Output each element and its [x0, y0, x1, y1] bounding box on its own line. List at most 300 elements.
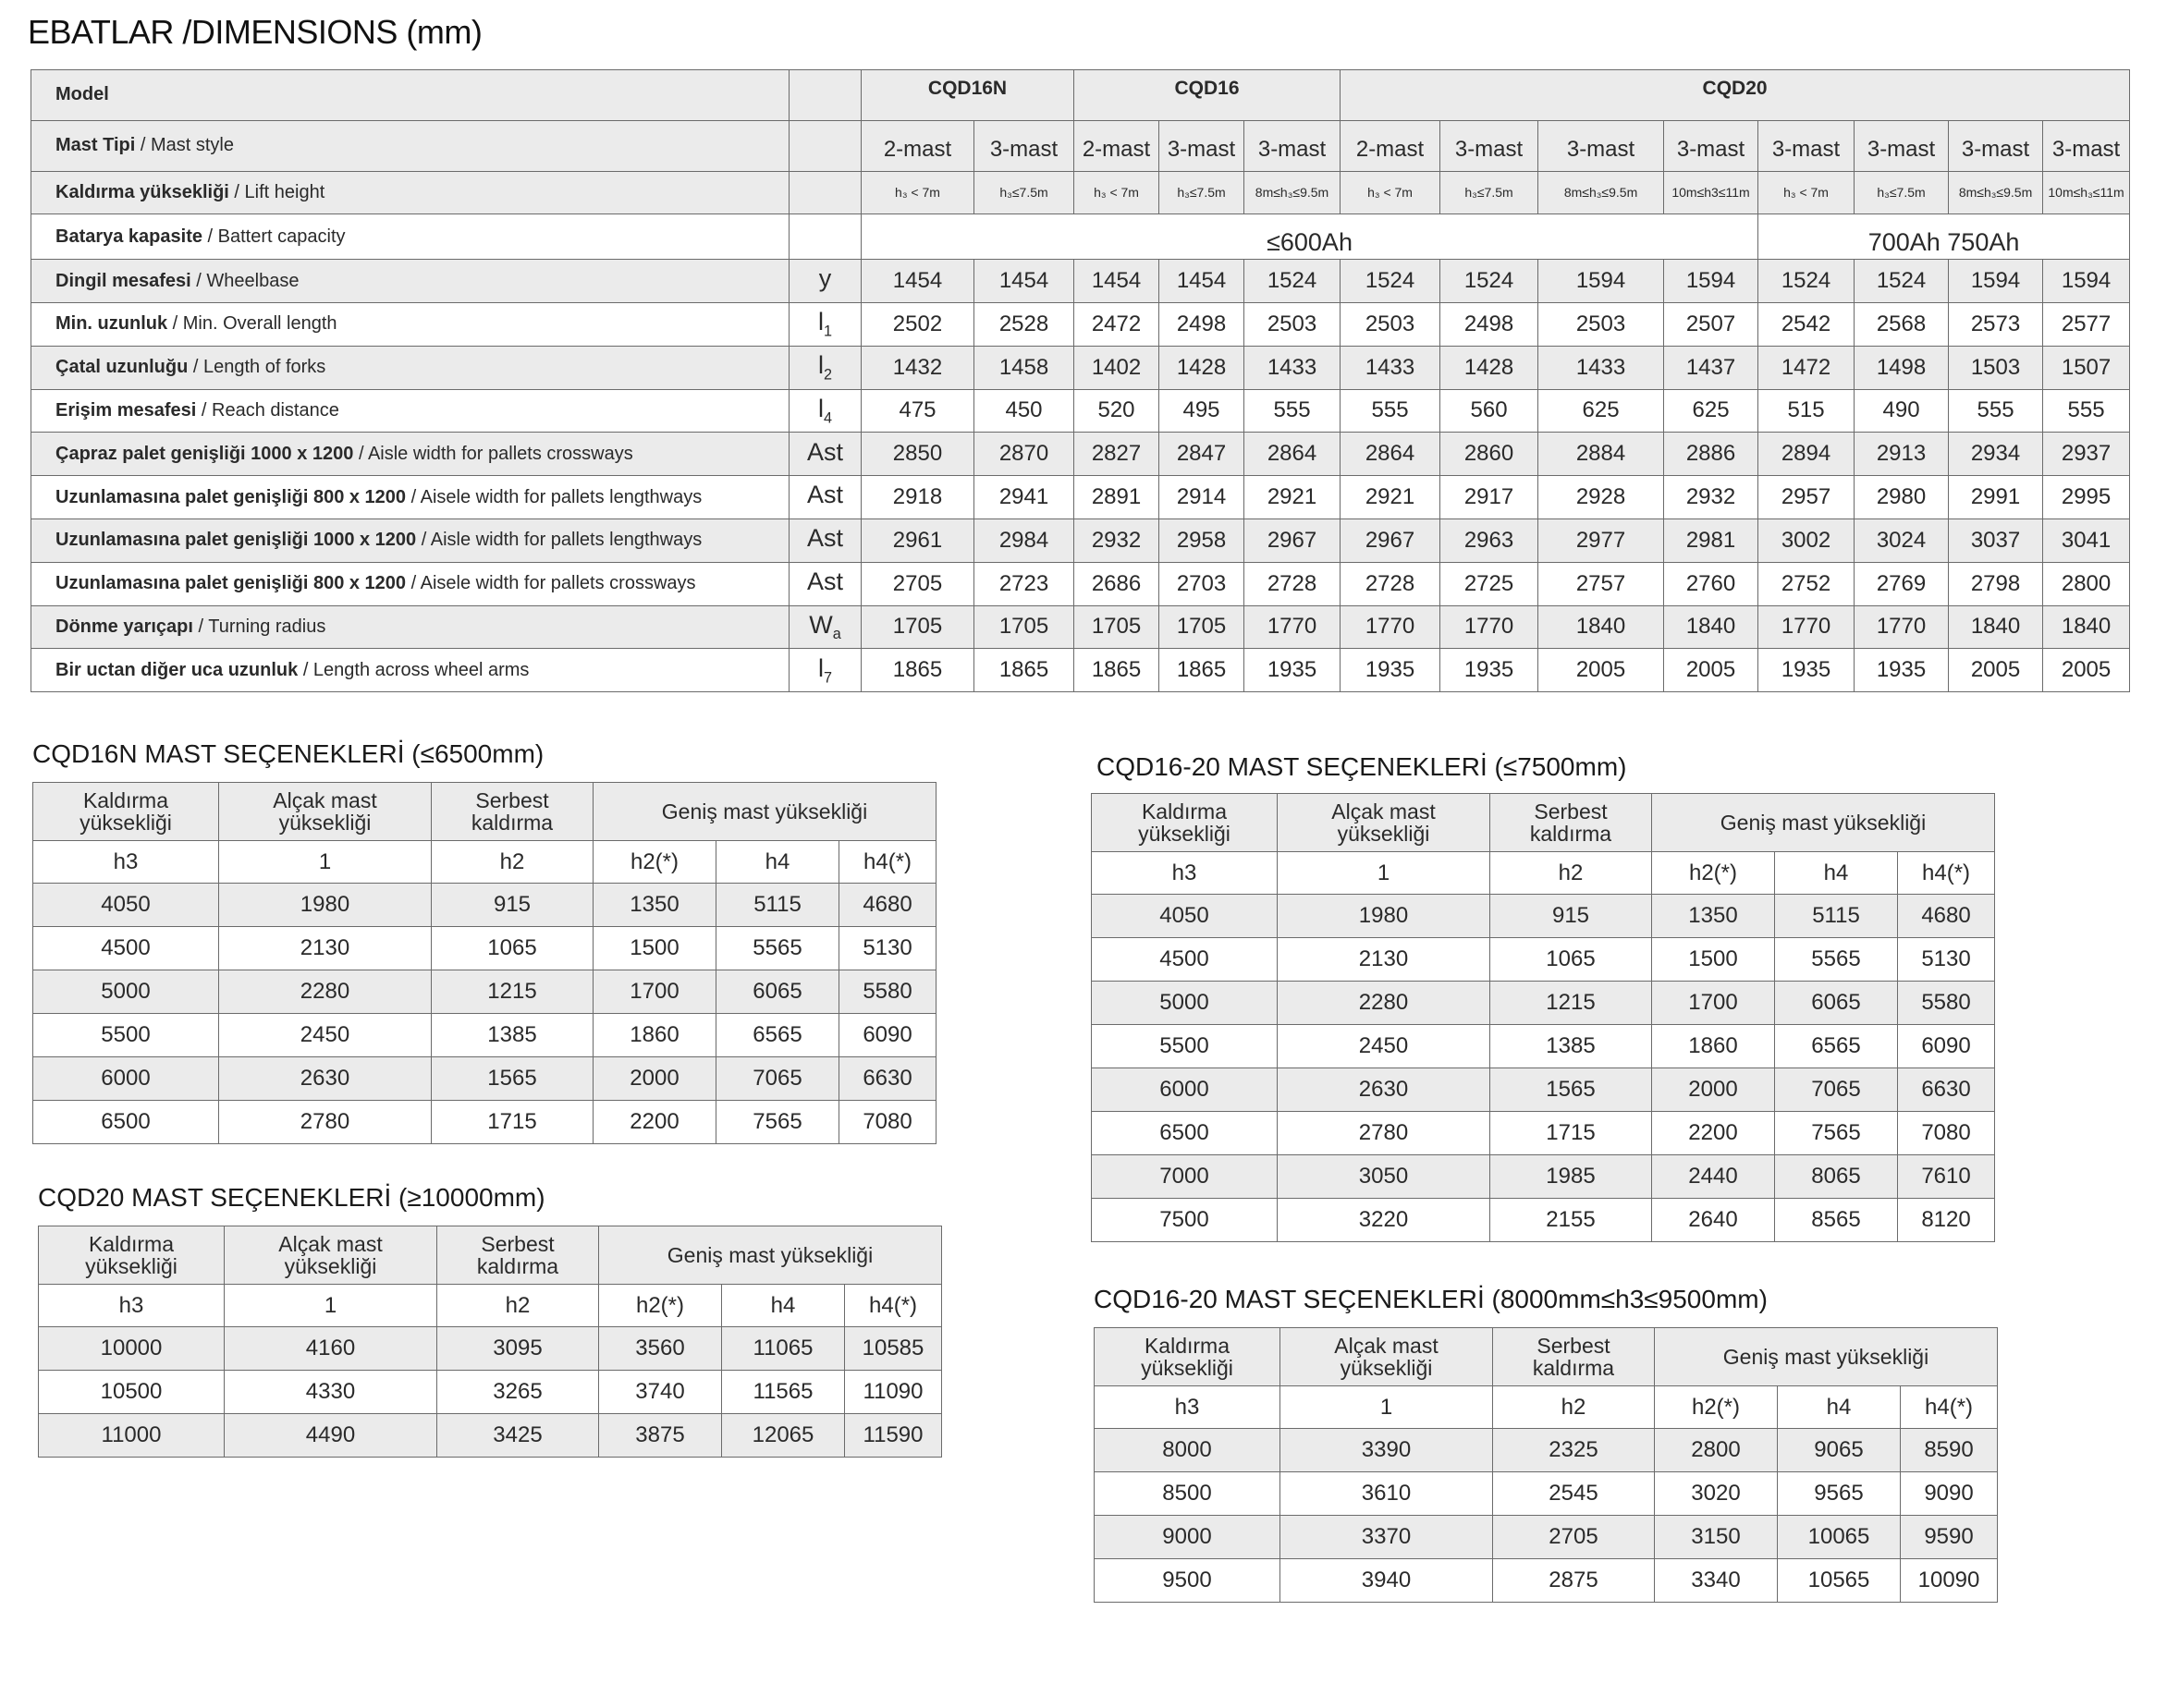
header-free-lift: Serbest kaldırma — [1493, 1328, 1655, 1386]
symbol-text: Ast — [806, 437, 843, 466]
dimension-value-cell: 1524 — [1758, 260, 1855, 303]
dimension-value-cell: 2800 — [2043, 562, 2130, 605]
dimension-value-cell: 2984 — [974, 518, 1074, 562]
symbol-text: l — [817, 308, 824, 336]
dimension-value-cell: 1433 — [1341, 346, 1440, 389]
table-cell: 1065 — [1490, 938, 1652, 982]
table-cell: 6630 — [1898, 1068, 1995, 1112]
cqd16-20-high-mast-options-title: CQD16-20 MAST SEÇENEKLERİ (8000mm≤h3≤9500mm) — [1094, 1285, 1768, 1313]
dimension-value-cell: 1594 — [1949, 260, 2043, 303]
dimension-label — [31, 562, 790, 605]
dimension-row — [31, 260, 2130, 303]
subheader-cell: h4 — [1778, 1386, 1901, 1429]
dimension-value-cell: 2827 — [1074, 433, 1159, 476]
lift-height-cell: h₃ < 7m — [1074, 171, 1159, 214]
row-label-en: / Aisele width for pallets lengthways — [406, 486, 703, 507]
subheader-cell: h2(*) — [1655, 1386, 1778, 1429]
table-cell: 9000 — [1095, 1516, 1280, 1559]
header-wide-mast-height: Geniş mast yüksekliği — [599, 1226, 942, 1285]
dimension-value-cell: 2847 — [1159, 433, 1244, 476]
subheader-row — [39, 1285, 942, 1327]
dimension-value-cell: 2503 — [1244, 302, 1341, 346]
dimension-value-cell: 1428 — [1159, 346, 1244, 389]
subheader-cell: h4 — [722, 1285, 845, 1327]
dimension-symbol — [790, 433, 862, 476]
dimension-value-cell: 2981 — [1664, 518, 1758, 562]
header-wide-mast-height: Geniş mast yüksekliği — [594, 783, 937, 841]
table-cell: 12065 — [722, 1414, 845, 1458]
table-cell: 2640 — [1652, 1199, 1775, 1242]
symbol-subscript: 2 — [823, 366, 832, 384]
dimension-symbol — [790, 389, 862, 433]
dimension-value-cell: 2507 — [1664, 302, 1758, 346]
table-cell: 1065 — [432, 927, 594, 970]
table-cell: 6065 — [716, 970, 839, 1014]
dimension-value-cell: 1865 — [974, 649, 1074, 692]
battery-symbol — [790, 214, 862, 260]
dimension-row — [31, 476, 2130, 519]
subheader-cell: h2(*) — [594, 841, 716, 884]
dimension-value-cell: 2503 — [1341, 302, 1440, 346]
mast-type-cell: 3-mast — [2043, 120, 2130, 171]
cqd20-mast-options-title: CQD20 MAST SEÇENEKLERİ (≥10000mm) — [38, 1183, 545, 1212]
dimension-value-cell: 2760 — [1664, 562, 1758, 605]
table-cell: 10090 — [1901, 1559, 1998, 1603]
dimension-value-cell: 1594 — [2043, 260, 2130, 303]
header-lift-height: Kaldırma yüksekliği — [39, 1226, 225, 1285]
row-label-en: / Length across wheel arms — [298, 659, 530, 680]
subheader-cell: h4 — [716, 841, 839, 884]
dimension-value-cell: 2914 — [1159, 476, 1244, 519]
table-row — [33, 1014, 937, 1057]
header-free-lift: Serbest kaldırma — [437, 1226, 599, 1285]
dimension-symbol — [790, 260, 862, 303]
table-cell: 1700 — [594, 970, 716, 1014]
table-row — [33, 1101, 937, 1144]
header-row — [1092, 794, 1995, 852]
subheader-cell: 1 — [1280, 1386, 1493, 1429]
dimension-value-cell: 1524 — [1440, 260, 1538, 303]
subheader-cell: h2 — [437, 1285, 599, 1327]
symbol-text: l — [817, 653, 824, 682]
dimension-label — [31, 476, 790, 519]
dimension-value-cell: 1705 — [974, 605, 1074, 649]
table-cell: 3875 — [599, 1414, 722, 1458]
lift-height-cell: 10m≤h₃≤11m — [2043, 171, 2130, 214]
subheader-cell: h4(*) — [1901, 1386, 1998, 1429]
table-cell: 2130 — [219, 927, 432, 970]
dimension-value-cell: 2686 — [1074, 562, 1159, 605]
dimension-value-cell: 515 — [1758, 389, 1855, 433]
row-label-en: / Aisle width for pallets lengthways — [416, 530, 703, 551]
dimension-symbol — [790, 346, 862, 389]
table-cell: 1565 — [1490, 1068, 1652, 1112]
dimension-value-cell: 3037 — [1949, 518, 2043, 562]
table-cell: 3340 — [1655, 1559, 1778, 1603]
table-cell: 6090 — [839, 1014, 937, 1057]
dimension-row — [31, 346, 2130, 389]
lift-height-cell: 8m≤h₃≤9.5m — [1949, 171, 2043, 214]
table-cell: 7565 — [716, 1101, 839, 1144]
subheader-cell: h4(*) — [845, 1285, 942, 1327]
dimension-value-cell: 2891 — [1074, 476, 1159, 519]
dimension-value-cell: 2503 — [1538, 302, 1664, 346]
dimension-value-cell: 1454 — [1074, 260, 1159, 303]
table-cell: 10585 — [845, 1327, 942, 1371]
table-cell: 5000 — [33, 970, 219, 1014]
table-cell: 4330 — [225, 1371, 437, 1414]
table-cell: 8565 — [1775, 1199, 1898, 1242]
table-cell: 6500 — [1092, 1112, 1278, 1155]
table-cell: 1980 — [219, 884, 432, 927]
table-cell: 6000 — [33, 1057, 219, 1101]
table-cell: 2780 — [1278, 1112, 1490, 1155]
dimension-label — [31, 649, 790, 692]
dimension-value-cell: 1865 — [1159, 649, 1244, 692]
table-cell: 2545 — [1493, 1472, 1655, 1516]
mast-type-cell: 2-mast — [862, 120, 974, 171]
symbol-text: Ast — [806, 481, 843, 509]
dimension-value-cell: 1935 — [1855, 649, 1949, 692]
subheader-cell: 1 — [219, 841, 432, 884]
table-cell: 9590 — [1901, 1516, 1998, 1559]
table-row — [33, 970, 937, 1014]
table-row — [1092, 895, 1995, 938]
dimension-value-cell: 1454 — [974, 260, 1074, 303]
row-label-en: / Lift height — [228, 181, 325, 202]
table-cell: 1350 — [594, 884, 716, 927]
dimension-value-cell: 1454 — [862, 260, 974, 303]
dimension-value-cell: 2928 — [1538, 476, 1664, 519]
row-label-tr: Uzunlamasına palet genişliği 800 x 1200 — [55, 486, 407, 507]
dimension-value-cell: 2991 — [1949, 476, 2043, 519]
table-row — [39, 1327, 942, 1371]
row-label-en: / Min. Overall length — [167, 313, 337, 335]
dimension-value-cell: 495 — [1159, 389, 1244, 433]
dimension-symbol — [790, 518, 862, 562]
table-cell: 8065 — [1775, 1155, 1898, 1199]
header-low-mast-height: Alçak mast yüksekliği — [219, 783, 432, 841]
table-cell: 4160 — [225, 1327, 437, 1371]
header-lift-height: Kaldırma yüksekliği — [33, 783, 219, 841]
model-label: Model — [31, 70, 790, 121]
mast-style-row — [31, 120, 2130, 171]
mast-style-label — [31, 120, 790, 171]
dimension-value-cell: 1433 — [1538, 346, 1664, 389]
dimension-label — [31, 260, 790, 303]
mast-type-cell: 3-mast — [1949, 120, 2043, 171]
dimension-value-cell: 2932 — [1664, 476, 1758, 519]
battery-label — [31, 214, 790, 260]
header-free-lift: Serbest kaldırma — [432, 783, 594, 841]
table-cell: 5115 — [716, 884, 839, 927]
subheader-cell: h2(*) — [1652, 852, 1775, 895]
table-cell: 3370 — [1280, 1516, 1493, 1559]
dimension-value-cell: 1935 — [1244, 649, 1341, 692]
dimension-value-cell: 2980 — [1855, 476, 1949, 519]
row-label-tr: Çatal uzunluğu — [55, 357, 189, 378]
dimension-value-cell: 1472 — [1758, 346, 1855, 389]
symbol-subscript: 1 — [823, 323, 832, 340]
dimension-value-cell: 1507 — [2043, 346, 2130, 389]
header-row — [1095, 1328, 1998, 1386]
dimension-value-cell: 555 — [1244, 389, 1341, 433]
table-cell: 7610 — [1898, 1155, 1995, 1199]
dimension-value-cell: 2961 — [862, 518, 974, 562]
dimension-value-cell: 555 — [1949, 389, 2043, 433]
table-cell: 3740 — [599, 1371, 722, 1414]
header-row — [39, 1226, 942, 1285]
dimension-value-cell: 560 — [1440, 389, 1538, 433]
subheader-row — [33, 841, 937, 884]
dimension-value-cell: 2542 — [1758, 302, 1855, 346]
subheader-cell: 1 — [225, 1285, 437, 1327]
subheader-cell: h3 — [39, 1285, 225, 1327]
dimension-value-cell: 2005 — [1538, 649, 1664, 692]
table-cell: 2800 — [1655, 1429, 1778, 1472]
table-cell: 5580 — [1898, 982, 1995, 1025]
dimension-value-cell: 2937 — [2043, 433, 2130, 476]
row-label-tr: Mast Tipi — [55, 135, 136, 156]
table-cell: 2200 — [1652, 1112, 1775, 1155]
table-cell: 1215 — [432, 970, 594, 1014]
symbol-text: l — [817, 350, 824, 379]
dimension-value-cell: 1770 — [1758, 605, 1855, 649]
lift-height-cell: h₃≤7.5m — [1855, 171, 1949, 214]
table-cell: 7565 — [1775, 1112, 1898, 1155]
subheader-cell: h3 — [1095, 1386, 1280, 1429]
mast-type-cell: 3-mast — [1664, 120, 1758, 171]
dimension-row — [31, 433, 2130, 476]
table-cell: 7065 — [1775, 1068, 1898, 1112]
dimension-value-cell: 2752 — [1758, 562, 1855, 605]
row-label-en: / Mast style — [135, 135, 235, 156]
dimension-value-cell: 1840 — [2043, 605, 2130, 649]
subheader-cell: h2 — [1490, 852, 1652, 895]
dimension-value-cell: 3041 — [2043, 518, 2130, 562]
table-cell: 8500 — [1095, 1472, 1280, 1516]
model-cqd16n: CQD16N — [862, 70, 1074, 121]
dimension-value-cell: 2703 — [1159, 562, 1244, 605]
header-wide-mast-height: Geniş mast yüksekliği — [1652, 794, 1995, 852]
dimension-value-cell: 2573 — [1949, 302, 2043, 346]
mast-type-cell: 3-mast — [1758, 120, 1855, 171]
cqd16-20-mast-options-table — [1091, 793, 1995, 1242]
dimension-symbol — [790, 476, 862, 519]
row-label-tr: Dingil mesafesi — [55, 270, 191, 291]
table-row — [1092, 1068, 1995, 1112]
dimension-symbol — [790, 302, 862, 346]
symbol-subscript: 7 — [823, 668, 832, 686]
dimension-value-cell: 490 — [1855, 389, 1949, 433]
table-cell: 2875 — [1493, 1559, 1655, 1603]
subheader-cell: h2(*) — [599, 1285, 722, 1327]
table-cell: 4500 — [33, 927, 219, 970]
dimension-value-cell: 2963 — [1440, 518, 1538, 562]
dimension-value-cell: 1503 — [1949, 346, 2043, 389]
lift-height-cell: h₃ < 7m — [862, 171, 974, 214]
table-cell: 3425 — [437, 1414, 599, 1458]
dimension-value-cell: 2725 — [1440, 562, 1538, 605]
dimension-value-cell: 1770 — [1341, 605, 1440, 649]
dimension-value-cell: 2528 — [974, 302, 1074, 346]
dimension-value-cell: 2941 — [974, 476, 1074, 519]
lift-height-cell: h₃≤7.5m — [1159, 171, 1244, 214]
dimension-value-cell: 2769 — [1855, 562, 1949, 605]
row-label-en: / Reach distance — [196, 399, 339, 421]
row-label-tr: Kaldırma yüksekliği — [55, 181, 229, 202]
table-cell: 9565 — [1778, 1472, 1901, 1516]
table-cell: 7500 — [1092, 1199, 1278, 1242]
row-label-tr: Çapraz palet genişliği 1000 x 1200 — [55, 443, 354, 464]
row-label-en: / Battert capacity — [202, 226, 346, 247]
dimension-value-cell: 2917 — [1440, 476, 1538, 519]
dimension-value-cell: 1594 — [1538, 260, 1664, 303]
mast-type-cell: 2-mast — [1074, 120, 1159, 171]
table-cell: 5565 — [716, 927, 839, 970]
row-label-en: / Turning radius — [192, 616, 326, 637]
subheader-cell: 1 — [1278, 852, 1490, 895]
dimension-row — [31, 302, 2130, 346]
dimension-value-cell: 2921 — [1341, 476, 1440, 519]
table-cell: 5500 — [33, 1014, 219, 1057]
table-cell: 1385 — [1490, 1025, 1652, 1068]
dimension-value-cell: 2498 — [1159, 302, 1244, 346]
dimension-value-cell: 2502 — [862, 302, 974, 346]
table-row — [1095, 1559, 1998, 1603]
lift-height-cell: 8m≤h₃≤9.5m — [1538, 171, 1664, 214]
table-cell: 2000 — [594, 1057, 716, 1101]
dimension-value-cell: 2913 — [1855, 433, 1949, 476]
dimension-symbol — [790, 649, 862, 692]
subheader-cell: h4 — [1775, 852, 1898, 895]
table-row — [1092, 938, 1995, 982]
dimension-row — [31, 518, 2130, 562]
table-cell: 2280 — [219, 970, 432, 1014]
cqd16-20-mast-options-title: CQD16-20 MAST SEÇENEKLERİ (≤7500mm) — [1096, 752, 1627, 781]
dimension-label — [31, 518, 790, 562]
dimension-value-cell: 2870 — [974, 433, 1074, 476]
table-cell: 5000 — [1092, 982, 1278, 1025]
table-cell: 4500 — [1092, 938, 1278, 982]
dimension-value-cell: 3024 — [1855, 518, 1949, 562]
dimension-value-cell: 1865 — [862, 649, 974, 692]
table-row — [1092, 1025, 1995, 1068]
table-cell: 6000 — [1092, 1068, 1278, 1112]
table-cell: 10565 — [1778, 1559, 1901, 1603]
mast-type-cell: 3-mast — [1855, 120, 1949, 171]
dimension-value-cell: 2850 — [862, 433, 974, 476]
symbol-text: W — [809, 610, 833, 639]
dimension-value-cell: 2864 — [1341, 433, 1440, 476]
dimension-value-cell: 2864 — [1244, 433, 1341, 476]
header-wide-mast-height: Geniş mast yüksekliği — [1655, 1328, 1998, 1386]
table-row — [1095, 1472, 1998, 1516]
dimension-value-cell: 2958 — [1159, 518, 1244, 562]
dimension-value-cell: 2967 — [1244, 518, 1341, 562]
dimension-value-cell: 555 — [1341, 389, 1440, 433]
table-cell: 2630 — [219, 1057, 432, 1101]
table-row — [39, 1414, 942, 1458]
table-cell: 4680 — [1898, 895, 1995, 938]
symbol-text: Ast — [806, 524, 843, 553]
dimension-value-cell: 625 — [1664, 389, 1758, 433]
table-row — [1095, 1516, 1998, 1559]
cqd16-20-high-mast-options-table — [1094, 1327, 1998, 1603]
dimension-row — [31, 605, 2130, 649]
table-cell: 4490 — [225, 1414, 437, 1458]
dimension-value-cell: 1594 — [1664, 260, 1758, 303]
table-cell: 4050 — [1092, 895, 1278, 938]
table-cell: 8000 — [1095, 1429, 1280, 1472]
symbol-text: Ast — [806, 567, 843, 595]
dimension-value-cell: 1524 — [1341, 260, 1440, 303]
dimension-symbol — [790, 605, 862, 649]
dimension-value-cell: 2977 — [1538, 518, 1664, 562]
dimension-value-cell: 1524 — [1855, 260, 1949, 303]
table-cell: 2450 — [219, 1014, 432, 1057]
battery-value-cell: ≤600Ah — [862, 214, 1758, 260]
table-cell: 11565 — [722, 1371, 845, 1414]
dimension-value-cell: 2894 — [1758, 433, 1855, 476]
header-low-mast-height: Alçak mast yüksekliği — [1278, 794, 1490, 852]
table-cell: 5500 — [1092, 1025, 1278, 1068]
table-cell: 3560 — [599, 1327, 722, 1371]
table-cell: 2440 — [1652, 1155, 1775, 1199]
table-cell: 1985 — [1490, 1155, 1652, 1199]
dimension-value-cell: 1437 — [1664, 346, 1758, 389]
row-label-en: / Aisle width for pallets crossways — [353, 443, 633, 464]
dimension-value-cell: 3002 — [1758, 518, 1855, 562]
row-label-tr: Bir uctan diğer uca uzunluk — [55, 659, 299, 680]
table-row — [33, 884, 937, 927]
mast-style-symbol — [790, 120, 862, 171]
model-cqd20: CQD20 — [1341, 70, 2130, 121]
table-cell: 11065 — [722, 1327, 845, 1371]
row-label-tr: Batarya kapasite — [55, 226, 202, 247]
table-cell: 2200 — [594, 1101, 716, 1144]
dimension-value-cell: 1432 — [862, 346, 974, 389]
table-cell: 3940 — [1280, 1559, 1493, 1603]
dimension-value-cell: 2921 — [1244, 476, 1341, 519]
table-cell: 6565 — [1775, 1025, 1898, 1068]
dimension-value-cell: 2860 — [1440, 433, 1538, 476]
dimension-value-cell: 2005 — [2043, 649, 2130, 692]
dimension-value-cell: 1935 — [1440, 649, 1538, 692]
table-cell: 10500 — [39, 1371, 225, 1414]
lift-height-cell: h₃ < 7m — [1758, 171, 1855, 214]
table-cell: 10000 — [39, 1327, 225, 1371]
table-row — [33, 927, 937, 970]
dimension-value-cell: 1458 — [974, 346, 1074, 389]
dimension-row — [31, 389, 2130, 433]
dimension-value-cell: 1770 — [1855, 605, 1949, 649]
dimension-value-cell: 1840 — [1664, 605, 1758, 649]
table-cell: 11000 — [39, 1414, 225, 1458]
model-row — [31, 70, 2130, 121]
dimension-value-cell: 2886 — [1664, 433, 1758, 476]
dimension-value-cell: 1428 — [1440, 346, 1538, 389]
table-cell: 11090 — [845, 1371, 942, 1414]
dimension-value-cell: 475 — [862, 389, 974, 433]
subheader-cell: h4(*) — [1898, 852, 1995, 895]
dimension-value-cell: 1840 — [1538, 605, 1664, 649]
table-cell: 915 — [1490, 895, 1652, 938]
table-cell: 6090 — [1898, 1025, 1995, 1068]
cqd20-mast-options-table — [38, 1226, 942, 1458]
table-cell: 6565 — [716, 1014, 839, 1057]
mast-type-cell: 3-mast — [974, 120, 1074, 171]
